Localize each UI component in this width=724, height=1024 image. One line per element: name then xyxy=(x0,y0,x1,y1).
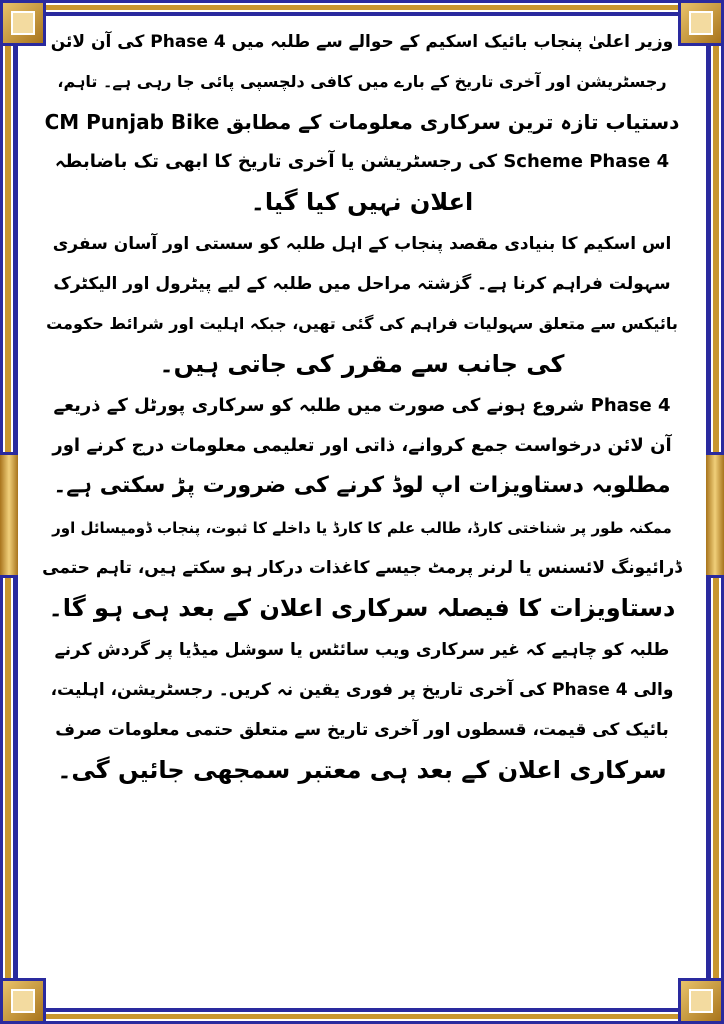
border-ornament-right xyxy=(706,452,724,578)
border-top xyxy=(0,0,724,16)
paragraph-2 xyxy=(40,224,684,384)
article-body xyxy=(40,22,684,1002)
text-line: دستاویزات کا فیصلہ سرکاری اعلان کے بعد ہی ہو گا۔ xyxy=(48,594,676,622)
text-line: اعلان نہیں کیا گیا۔ xyxy=(250,188,474,216)
paragraph-3 xyxy=(40,386,684,506)
text-line: طلبہ کو چاہیے کہ غیر سرکاری ویب سائٹس یا سوشل میڈیا پر گردش کرنے xyxy=(54,640,670,660)
border-ornament-left xyxy=(0,452,18,578)
paragraph-4 xyxy=(40,508,684,628)
text-line: رجسٹریشن اور آخری تاریخ کے بارے میں کافی دلچسپی پائی جا رہی ہے۔ تاہم، xyxy=(57,72,667,91)
text-line: والی Phase 4 کی آخری تاریخ پر فوری یقین نہ کریں۔ رجسٹریشن، اہلیت، xyxy=(50,680,674,700)
text-line: سہولت فراہم کرنا ہے۔ گزشتہ مراحل میں طلبہ کے لیے پیٹرول اور الیکٹرک xyxy=(53,274,671,294)
paragraph-5 xyxy=(40,630,684,790)
text-line: سرکاری اعلان کے بعد ہی معتبر سمجھی جائیں گی۔ xyxy=(57,756,667,784)
border-bottom xyxy=(0,1008,724,1024)
text-line: آن لائن درخواست جمع کروانے، ذاتی اور تعلیمی معلومات درج کرنے اور xyxy=(52,435,672,456)
text-line: اس اسکیم کا بنیادی مقصد پنجاب کے اہل طلبہ کو سستی اور آسان سفری xyxy=(52,234,672,254)
text-line: بائیکس سے متعلق سہولیات فراہم کی گئی تھیں، جبکہ اہلیت اور شرائط حکومت xyxy=(46,314,678,333)
text-line: Scheme Phase 4 کی رجسٹریشن یا آخری تاریخ کا ابھی تک باضابطہ xyxy=(54,151,670,172)
paragraph-1 xyxy=(40,22,684,222)
text-line: ڈرائیونگ لائسنس یا لرنر پرمٹ جیسے کاغذات درکار ہو سکتے ہیں، تاہم حتمی xyxy=(42,558,682,578)
corner-ornament-top-right xyxy=(678,0,724,46)
text-line: دستیاب تازہ ترین سرکاری معلومات کے مطابق CM Punjab Bike xyxy=(44,110,680,134)
text-line: بائیک کی قیمت، قسطوں اور آخری تاریخ سے متعلق حتمی معلومات صرف xyxy=(55,720,669,740)
text-line: Phase 4 شروع ہونے کی صورت میں طلبہ کو سرکاری پورٹل کے ذریعے xyxy=(53,395,671,416)
text-line: ممکنہ طور پر شناختی کارڈ، طالب علم کا کارڈ یا داخلے کا ثبوت، پنجاب ڈومیسائل اور xyxy=(52,519,672,537)
text-line: وزیر اعلیٰ پنجاب بائیک اسکیم کے حوالے سے طلبہ میں Phase 4 کی آن لائن xyxy=(50,32,674,52)
text-line: مطلوبہ دستاویزات اپ لوڈ کرنے کی ضرورت پڑ سکتی ہے۔ xyxy=(53,473,671,498)
corner-ornament-bottom-right xyxy=(678,978,724,1024)
text-line: کی جانب سے مقرر کی جاتی ہیں۔ xyxy=(159,350,565,378)
